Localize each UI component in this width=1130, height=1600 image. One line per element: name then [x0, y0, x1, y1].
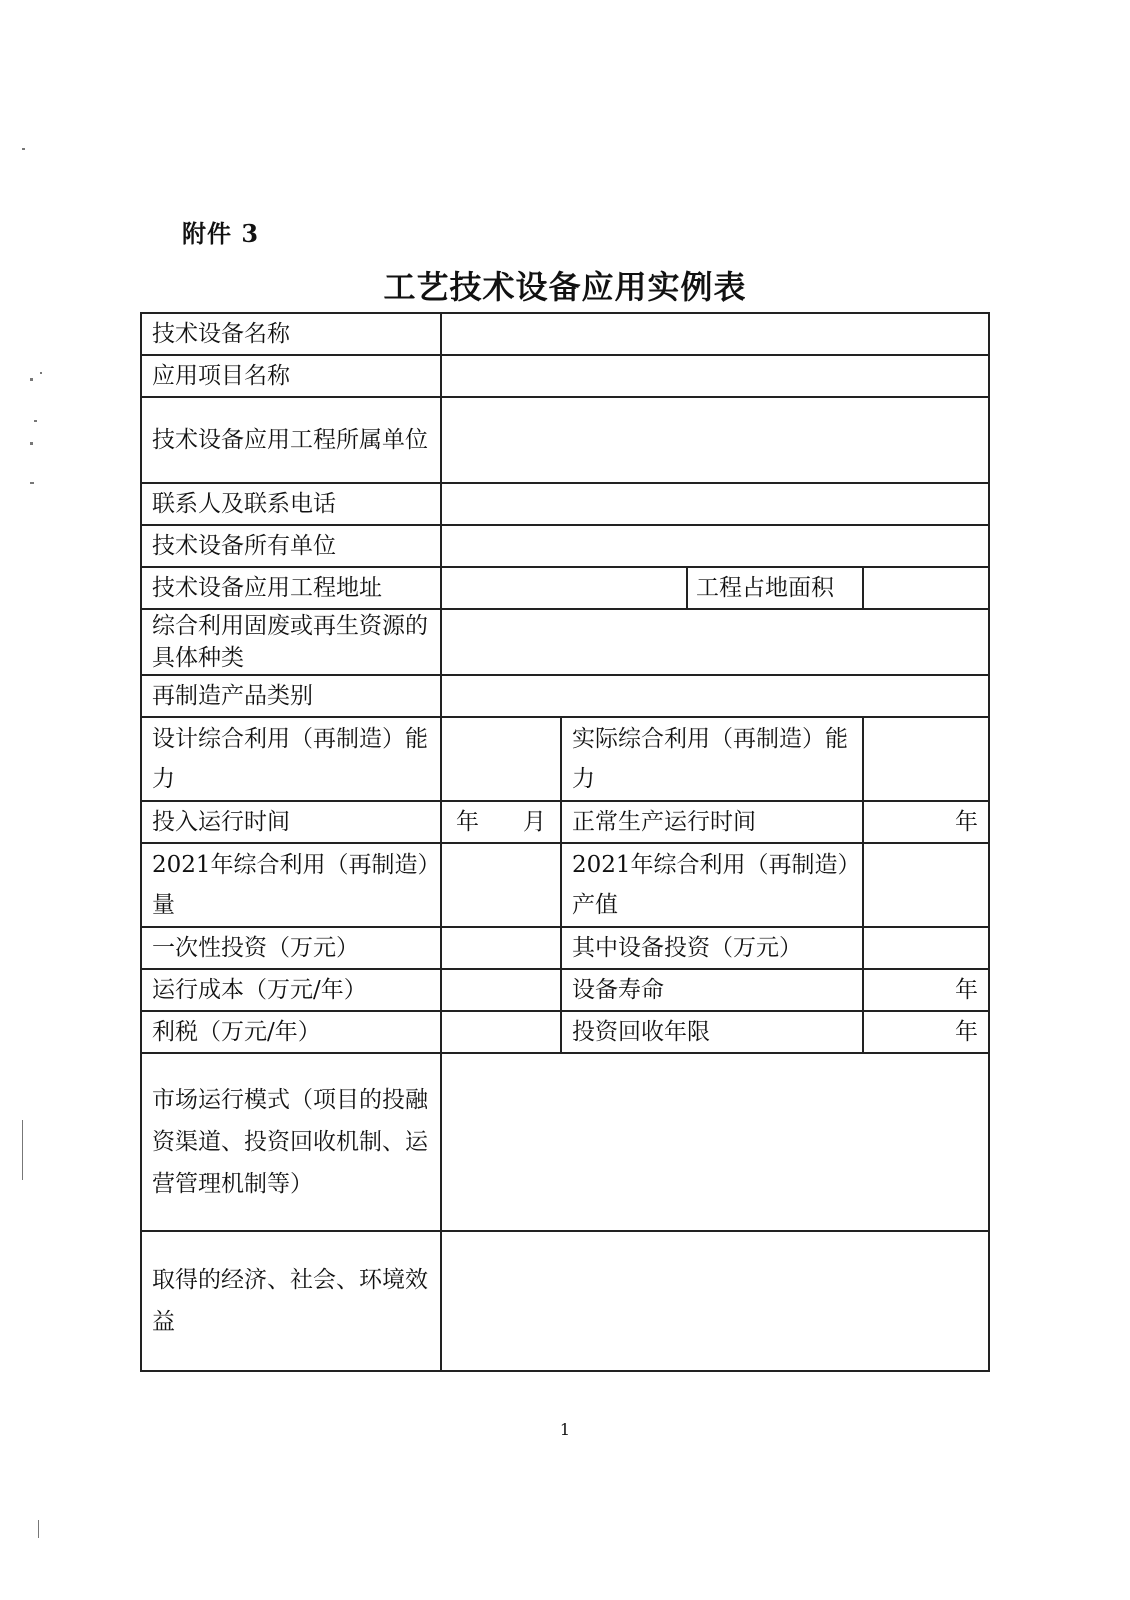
normal-run-unit: 年 [955, 809, 978, 835]
field-resource-types[interactable] [441, 609, 989, 675]
row-address [141, 567, 989, 609]
row-contact [141, 483, 989, 525]
row-operating-cost [141, 969, 989, 1011]
label-owner-unit: 技术设备所有单位 [141, 525, 441, 567]
row-investment [141, 927, 989, 969]
row-resource-types [141, 609, 989, 675]
label-equip-invest: 其中设备投资（万元） [561, 927, 863, 969]
label-tax-profit: 利税（万元/年） [141, 1011, 441, 1053]
field-equipment-name[interactable] [441, 313, 989, 355]
label-resource-types: 综合利用固废或再生资源的具体种类 [141, 609, 441, 675]
label-project-name: 应用项目名称 [141, 355, 441, 397]
row-equipment-name [141, 313, 989, 355]
label-product-category: 再制造产品类别 [141, 675, 441, 717]
row-market-model [141, 1053, 989, 1231]
field-tax-profit[interactable] [441, 1011, 561, 1053]
label-owning-unit: 技术设备应用工程所属单位 [141, 397, 441, 483]
label-operating-cost: 运行成本（万元/年） [141, 969, 441, 1011]
label-benefits: 取得的经济、社会、环境效益 [141, 1231, 441, 1371]
field-normal-run-time[interactable] [863, 801, 989, 843]
field-output-2021[interactable] [863, 843, 989, 927]
row-tax-profit [141, 1011, 989, 1053]
row-product-category [141, 675, 989, 717]
field-owning-unit[interactable] [441, 397, 989, 483]
label-address: 技术设备应用工程地址 [141, 567, 441, 609]
field-start-time[interactable] [441, 801, 561, 843]
label-one-time-invest: 一次性投资（万元） [141, 927, 441, 969]
field-contact[interactable] [441, 483, 989, 525]
label-market-model: 市场运行模式（项目的投融资渠道、投资回收机制、运营管理机制等） [141, 1053, 441, 1231]
field-payback[interactable] [863, 1011, 989, 1053]
row-2021 [141, 843, 989, 927]
row-benefits [141, 1231, 989, 1371]
field-operating-cost[interactable] [441, 969, 561, 1011]
label-equip-life: 设备寿命 [561, 969, 863, 1011]
field-equip-invest[interactable] [863, 927, 989, 969]
label-equipment-name: 技术设备名称 [141, 313, 441, 355]
field-design-capacity[interactable] [441, 717, 561, 801]
field-equip-life[interactable] [863, 969, 989, 1011]
field-market-model[interactable] [441, 1053, 989, 1231]
form-title: 工艺技术设备应用实例表 [383, 268, 747, 306]
label-amount-2021: 2021年综合利用（再制造）量 [141, 843, 441, 927]
field-land-area[interactable] [863, 567, 989, 609]
field-project-name[interactable] [441, 355, 989, 397]
label-output-2021: 2021年综合利用（再制造）产值 [561, 843, 863, 927]
label-contact: 联系人及联系电话 [141, 483, 441, 525]
label-actual-capacity: 实际综合利用（再制造）能力 [561, 717, 863, 801]
row-run-time [141, 801, 989, 843]
label-normal-run-time: 正常生产运行时间 [561, 801, 863, 843]
row-capacity [141, 717, 989, 801]
row-project-name [141, 355, 989, 397]
application-form-table [140, 312, 990, 1372]
label-payback: 投资回收年限 [561, 1011, 863, 1053]
field-one-time-invest[interactable] [441, 927, 561, 969]
year-unit: 年 [456, 809, 479, 835]
field-product-category[interactable] [441, 675, 989, 717]
payback-unit: 年 [955, 1019, 978, 1045]
row-owning-unit [141, 397, 989, 483]
equip-life-unit: 年 [955, 977, 978, 1003]
label-design-capacity: 设计综合利用（再制造）能力 [141, 717, 441, 801]
page-number: 1 [559, 1420, 571, 1439]
label-land-area: 工程占地面积 [687, 567, 863, 609]
label-start-time: 投入运行时间 [141, 801, 441, 843]
row-owner-unit [141, 525, 989, 567]
field-benefits[interactable] [441, 1231, 989, 1371]
field-actual-capacity[interactable] [863, 717, 989, 801]
annex-label: 附件 3 [182, 219, 260, 248]
field-owner-unit[interactable] [441, 525, 989, 567]
field-address[interactable] [441, 567, 687, 609]
field-amount-2021[interactable] [441, 843, 561, 927]
month-unit: 月 [523, 809, 546, 835]
